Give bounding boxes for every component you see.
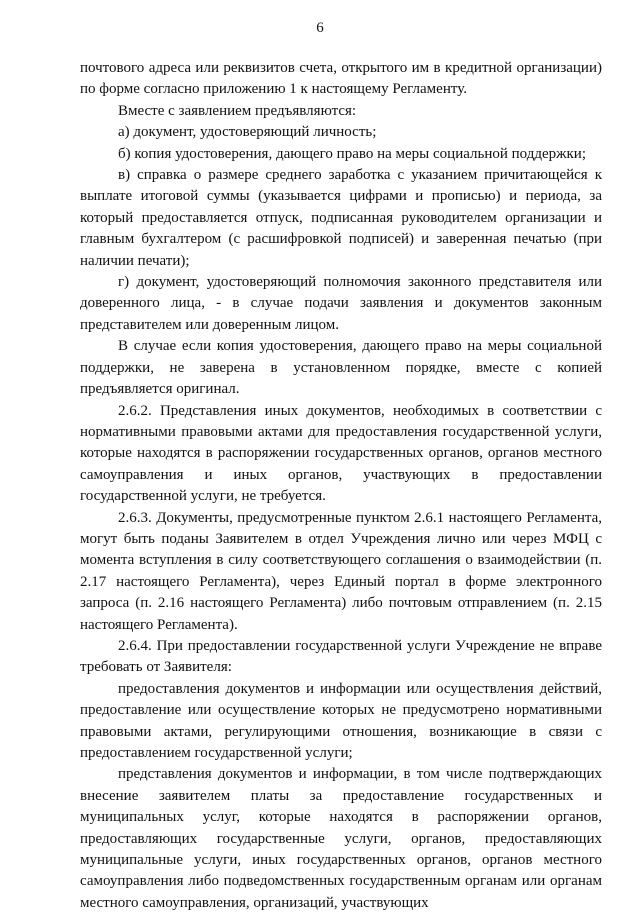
paragraph-2-6-2: 2.6.2. Представления иных документов, необходимых в соответствии с нормативными правовыми актами для предоставления государственной услуги, которые находятся в распоряжении государственных органов, органов местного самоуправления и иных органов, участвующих в предоставлении государственной услуги, не требуется.: [80, 402, 602, 505]
paragraph-prohibition-1: предоставления документов и информации или осуществления действий, предоставление или осуществление которых не предусмотрено нормативными правовыми актами, регулирующими отношения, возникающие в связи с предоставлением государственной услуги;: [80, 680, 602, 761]
paragraph-documents-intro: Вместе с заявлением предъявляются:: [118, 102, 357, 119]
paragraph-2-6-4: 2.6.4. При предоставлении государственной услуги Учреждение не вправе требовать от Заявителя:: [80, 637, 602, 676]
paragraph-prohibition-2: представления документов и информации, в том числе подтверждающих внесение заявителем платы за предоставление государственных и муниципальных услуг, которые находятся в распоряжении органов, предоставляющих государственные услуги, органов, предоставляющих муниципальные услуги, иных государственных органов, органов местного самоуправления либо подведомственных государственным органам или органам местного самоуправления, организаций, участвующих: [80, 766, 602, 911]
page-number: 6: [316, 20, 324, 36]
paragraph-item-v: в) справка о размере среднего заработка с указанием причитающейся к выплате итоговой суммы (указывается цифрами и прописью) и периода, за который предоставляется отпуск, подписанная руководителем организации и главным бухгалтером (с расшифровкой подписей) и заверенная печатью (при наличии печати);: [80, 167, 602, 269]
document-body: [80, 58, 602, 914]
paragraph-copy-verification: В случае если копия удостоверения, дающего право на меры социальной поддержки, не заверена в установленном порядке, вместе с копией предъявляется оригинал.: [80, 338, 602, 398]
paragraph-2-6-3: 2.6.3. Документы, предусмотренные пунктом 2.6.1 настоящего Регламента, могут быть поданы Заявителем в отдел Учреждения лично или через МФЦ с момента вступления в силу соответствующего соглашения о взаимодействии (п. 2.17 настоящего Регламента), через Единый портал в форме электронного запроса (п. 2.16 настоящего Регламента) либо почтовым отправлением (п. 2.15 настоящего Регламента).: [80, 509, 602, 633]
paragraph-address-continuation: почтового адреса или реквизитов счета, открытого им в кредитной организации) по форме согласно приложению 1 к настоящему Регламенту.: [80, 60, 602, 98]
paragraph-item-b: б) копия удостоверения, дающего право на меры социальной поддержки;: [118, 145, 587, 162]
paragraph-item-a: а) документ, удостоверяющий личность;: [118, 124, 377, 141]
paragraph-item-g: г) документ, удостоверяющий полномочия законного представителя или доверенного лица, - в случае подачи заявления и документов законным представителем или доверенным лицом.: [80, 274, 602, 333]
